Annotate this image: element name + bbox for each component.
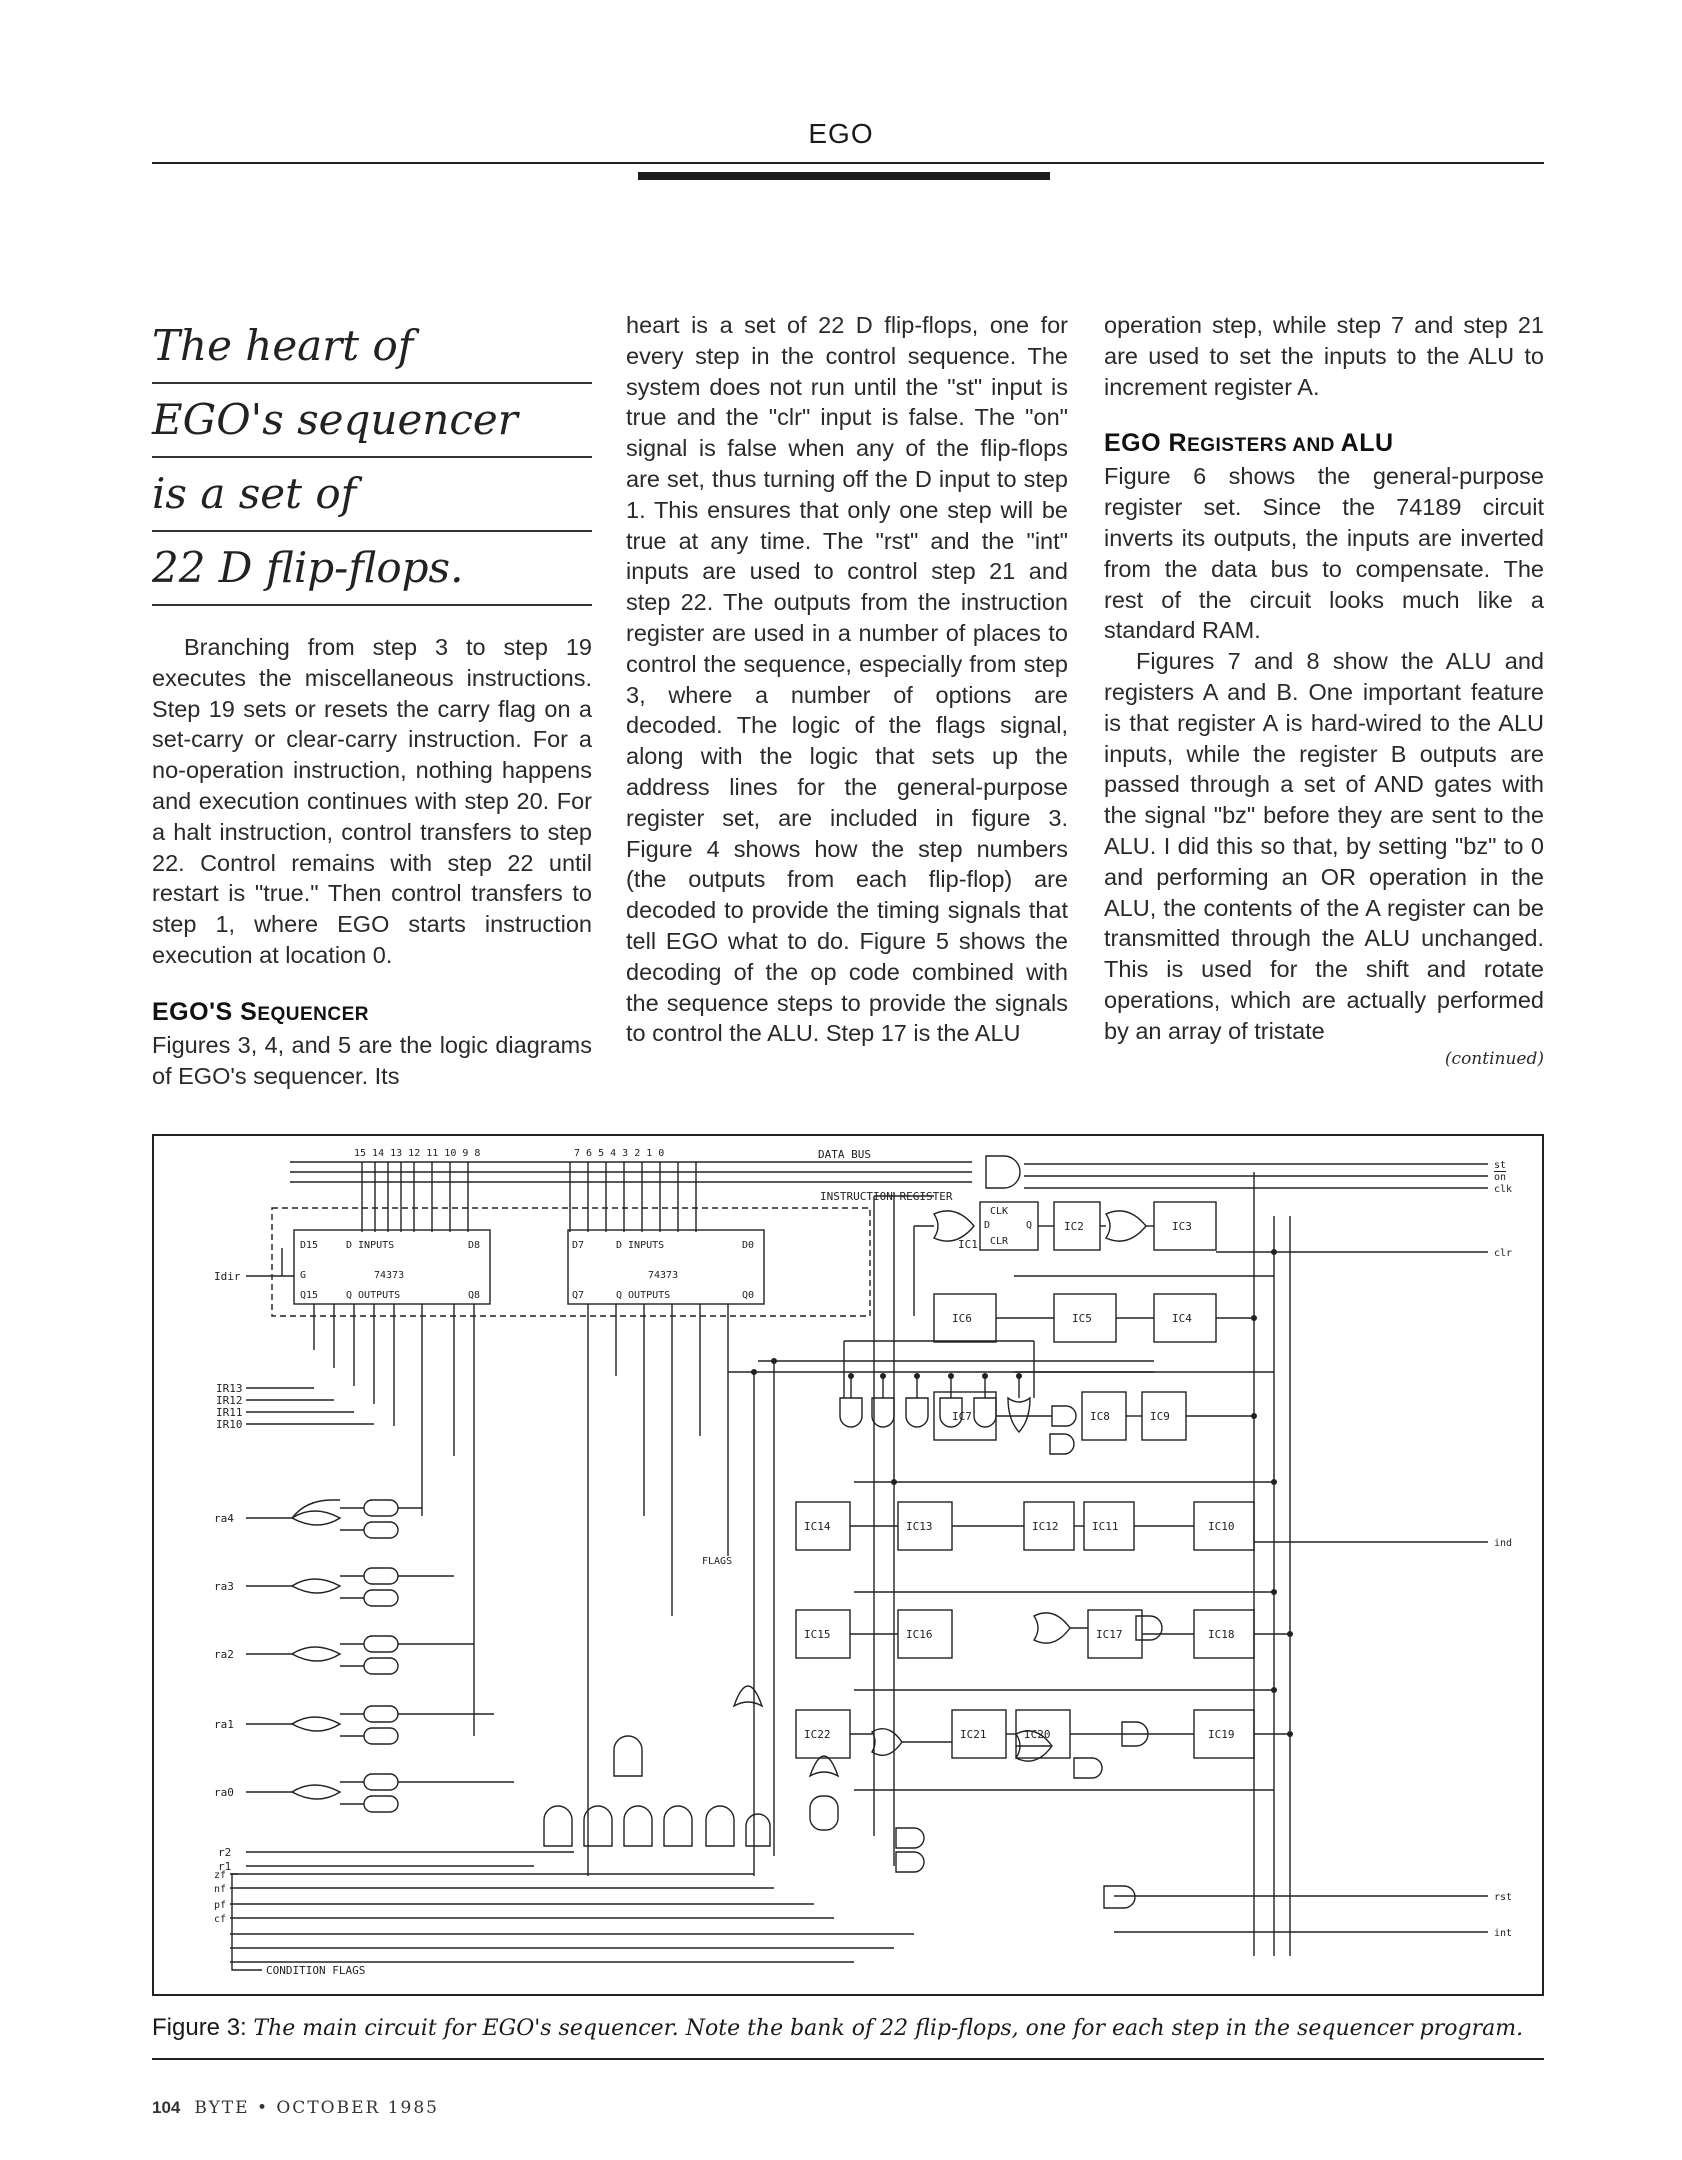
paragraph: Figure 6 shows the general-purpose register set. Since the 74189 circuit inverts its outputs, the inputs are inverted from the data bus to compensate. The rest of the circuit looks much like a standard RAM. bbox=[1104, 463, 1544, 644]
pin-d15: D15 bbox=[300, 1240, 319, 1251]
pull-quote-line-3: is a set of bbox=[152, 458, 592, 532]
section-heading-sequencer bbox=[152, 997, 592, 1030]
ic9-label: IC9 bbox=[1150, 1410, 1170, 1423]
heading-part: EGO R bbox=[1104, 429, 1188, 458]
clk-signal: clk bbox=[1494, 1184, 1513, 1195]
pin-q0: Q0 bbox=[742, 1290, 755, 1301]
caption-rule bbox=[152, 2058, 1544, 2060]
chip2-d-inputs: D INPUTS bbox=[616, 1240, 665, 1251]
ic11-label: IC11 bbox=[1092, 1520, 1119, 1533]
pull-quote-line-1: The heart of bbox=[152, 310, 592, 384]
column-3 bbox=[1104, 310, 1544, 1071]
footer-text: BYTE • OCTOBER 1985 bbox=[194, 2098, 439, 2118]
figure-3-circuit bbox=[152, 1134, 1544, 1996]
bus-bits-low: 7 6 5 4 3 2 1 0 bbox=[574, 1148, 665, 1159]
paragraph: operation step, while step 7 and step 21 are used to set the inputs to the ALU to increment register A. bbox=[1104, 312, 1544, 400]
ic21-label: IC21 bbox=[960, 1728, 987, 1741]
bus-bits-high: 15 14 13 12 11 10 9 8 bbox=[354, 1148, 481, 1159]
pin-d0: D0 bbox=[742, 1240, 755, 1251]
r1-label: r1 bbox=[218, 1860, 232, 1873]
idir-label: Idir bbox=[214, 1270, 241, 1283]
zf-label: zf bbox=[214, 1870, 227, 1881]
ic20-label: IC20 bbox=[1024, 1728, 1051, 1741]
paragraph: heart is a set of 22 D flip-flops, one for every step in the control sequence. The system does not run until the "st" input is true and the "clr" input is false. The "on" signal is false when any of the flip-flops are set, thus turning off the D input to step 1. This ensures that only one step will be true at any time. The "rst" and the "int" inputs are used to control step 21 and step 22. The outputs from the instruction register are used in a number of places to control the sequence, especially from step 3, where a number of options are decoded. The logic of the flags signal, along with the logic that sets up the address lines for the general-purpose register set, are included in figure 3. Figure 4 shows how the step numbers (the outputs from each flip-flop) are decoded to provide the timing signals that tell EGO what to do. Figure 5 shows the decoding of the op code combined with the sequence steps to provide the signals to control the ALU. Step 17 is the ALU bbox=[626, 312, 1068, 1047]
continued-note: (continued) bbox=[1444, 1048, 1544, 1069]
ic1-label: IC1 bbox=[958, 1238, 978, 1251]
paragraph: Branching from step 3 to step 19 executes the miscellaneous instructions. Step 19 sets or resets the carry flag on a set-carry or clear-carry instruction. For a no-operation instruction, nothing happens and execution continues with step 20. For a halt instruction, control transfers to step 22. Control remains with step 22 until restart is "true." Then control transfers to step 1, where EGO starts instruction execution at location 0. bbox=[152, 634, 592, 968]
header-rule bbox=[152, 162, 1544, 164]
ic12-label: IC12 bbox=[1032, 1520, 1059, 1533]
paragraph: Figures 3, 4, and 5 are the logic diagrams of EGO's sequencer. Its bbox=[152, 1031, 592, 1089]
ic18-label: IC18 bbox=[1208, 1628, 1235, 1641]
pin-q7: Q7 bbox=[572, 1290, 585, 1301]
ff-clr-pin: CLR bbox=[990, 1236, 1009, 1247]
header-bar bbox=[638, 172, 1050, 180]
st-signal: st bbox=[1494, 1160, 1507, 1171]
data-bus-label: DATA BUS bbox=[818, 1148, 871, 1161]
ic13-label: IC13 bbox=[906, 1520, 933, 1533]
ic16-label: IC16 bbox=[906, 1628, 933, 1641]
chip1-part: 74373 bbox=[374, 1270, 405, 1281]
ff-clk-pin: CLK bbox=[990, 1206, 1009, 1217]
paragraph: Figures 7 and 8 show the ALU and registers A and B. One important feature is that register A is hard-wired to the ALU inputs, while the register B outputs are passed through a set of AND gates with the signal "bz" before they are sent to the ALU. I did this so that, by setting "bz" to 0 and performing an OR operation in the ALU, the contents of the A register can be transmitted through the ALU unchanged. This is used for the shift and rotate operations, which are actually performed by an array of tristate bbox=[1104, 648, 1544, 1044]
column-1 bbox=[152, 310, 592, 1091]
ic4-label: IC4 bbox=[1172, 1312, 1192, 1325]
ir13-label: IR13 bbox=[216, 1382, 243, 1395]
heading-part: EQUENCER bbox=[257, 1003, 369, 1025]
r2-label: r2 bbox=[218, 1846, 232, 1859]
ic14-label: IC14 bbox=[804, 1520, 831, 1533]
ic22-label: IC22 bbox=[804, 1728, 831, 1741]
caption-text: The main circuit for EGO's sequencer. Note the bank of 22 flip-flops, one for each step in the sequencer program. bbox=[253, 2016, 1524, 2041]
pull-quote-line-4: 22 D flip-flops. bbox=[152, 532, 592, 606]
clr-signal: clr bbox=[1494, 1248, 1513, 1259]
ra2-label: ra2 bbox=[214, 1648, 234, 1661]
ic6-label: IC6 bbox=[952, 1312, 972, 1325]
condition-flags-label: CONDITION FLAGS bbox=[266, 1964, 366, 1977]
ff-d-pin: D bbox=[984, 1220, 991, 1231]
chip1-q-outputs: Q OUTPUTS bbox=[346, 1290, 401, 1301]
ir10-label: IR10 bbox=[216, 1418, 243, 1431]
page-footer bbox=[152, 2098, 439, 2118]
heading-part: EGO'S S bbox=[152, 997, 258, 1026]
ic15-label: IC15 bbox=[804, 1628, 831, 1641]
pin-g: G bbox=[300, 1270, 307, 1281]
ind-signal: ind bbox=[1494, 1538, 1513, 1549]
ra4-label: ra4 bbox=[214, 1512, 234, 1525]
chip2-part: 74373 bbox=[648, 1270, 679, 1281]
ir12-label: IR12 bbox=[216, 1394, 243, 1407]
ic7-label: IC7 bbox=[952, 1410, 972, 1423]
ic10-label: IC10 bbox=[1208, 1520, 1235, 1533]
ic2-label: IC2 bbox=[1064, 1220, 1084, 1233]
circuit-diagram bbox=[154, 1136, 1546, 1998]
figure-caption bbox=[152, 2014, 1544, 2042]
pin-d8: D8 bbox=[468, 1240, 481, 1251]
ir11-label: IR11 bbox=[216, 1406, 243, 1419]
int-signal: int bbox=[1494, 1928, 1513, 1939]
ra1-label: ra1 bbox=[214, 1718, 234, 1731]
ic8-label: IC8 bbox=[1090, 1410, 1110, 1423]
pull-quote-line-2: EGO's sequencer bbox=[152, 384, 592, 458]
heading-part: ALU bbox=[1340, 429, 1394, 458]
chip1-d-inputs: D INPUTS bbox=[346, 1240, 395, 1251]
pin-q15: Q15 bbox=[300, 1290, 319, 1301]
pin-d7: D7 bbox=[572, 1240, 585, 1251]
nf-label: nf bbox=[214, 1884, 227, 1895]
flags-label: FLAGS bbox=[702, 1556, 733, 1567]
caption-label: Figure 3: bbox=[152, 2014, 247, 2041]
pf-label: pf bbox=[214, 1900, 227, 1911]
heading-part: EGISTERS AND bbox=[1187, 435, 1341, 457]
column-2 bbox=[626, 310, 1068, 1049]
ff-q-pin: Q bbox=[1026, 1220, 1033, 1231]
ic5-label: IC5 bbox=[1072, 1312, 1092, 1325]
ra0-label: ra0 bbox=[214, 1786, 234, 1799]
pull-quote bbox=[152, 310, 592, 606]
on-signal: on bbox=[1494, 1172, 1507, 1183]
ic17-label: IC17 bbox=[1096, 1628, 1123, 1641]
cf-label: cf bbox=[214, 1914, 227, 1925]
section-heading-registers bbox=[1104, 428, 1544, 461]
page-number: 104 bbox=[152, 2098, 181, 2117]
ic3-label: IC3 bbox=[1172, 1220, 1192, 1233]
running-header: EGO bbox=[808, 118, 874, 149]
rst-signal: rst bbox=[1494, 1892, 1513, 1903]
instruction-register-label: INSTRUCTION REGISTER bbox=[820, 1190, 953, 1203]
ra3-label: ra3 bbox=[214, 1580, 234, 1593]
chip2-q-outputs: Q OUTPUTS bbox=[616, 1290, 671, 1301]
pin-q8: Q8 bbox=[468, 1290, 481, 1301]
ic19-label: IC19 bbox=[1208, 1728, 1235, 1741]
